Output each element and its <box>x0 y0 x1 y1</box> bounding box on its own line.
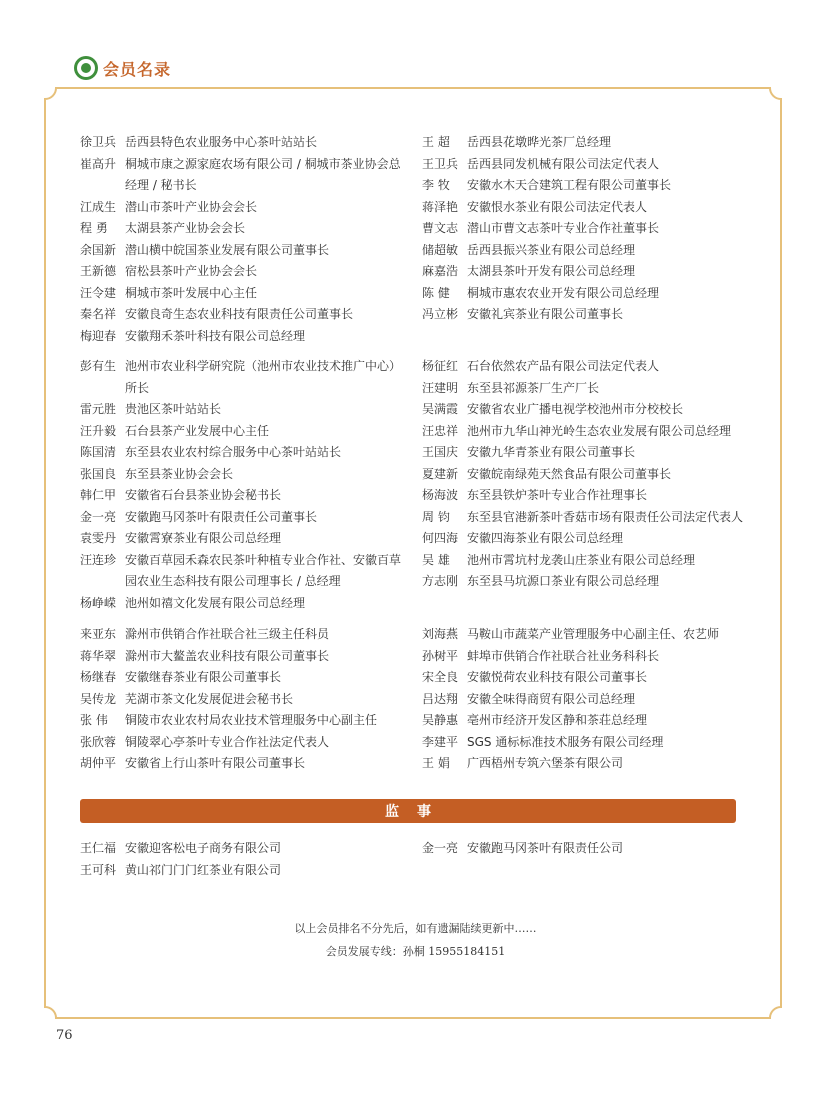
member-row <box>80 421 410 443</box>
member-row <box>80 283 410 305</box>
member-row <box>422 240 752 262</box>
member-name: 李 牧 <box>422 178 450 192</box>
member-row <box>80 753 410 775</box>
footer-note: 以上会员排名不分先后，如有遗漏陆续更新中…… <box>294 922 537 935</box>
member-row <box>422 667 752 689</box>
member-name: 宋全良 <box>422 670 459 684</box>
member-organization: 安徽省上行山茶叶有限公司董事长 <box>125 756 306 770</box>
member-organization: 岳西县特色农业服务中心茶叶站站长 <box>125 135 318 149</box>
member-row <box>422 218 752 240</box>
member-name: 何四海 <box>422 531 459 545</box>
supervisors-right-list <box>422 838 752 860</box>
member-organization: 潜山横中皖国茶业发展有限公司董事长 <box>125 242 330 257</box>
member-organization: 蚌埠市供销合作社联合社业务科科长 <box>467 648 660 663</box>
member-row <box>80 240 410 262</box>
member-organization: 滁州市供销合作社联合社三级主任科员 <box>125 627 330 641</box>
member-name: 韩仁甲 <box>80 488 117 502</box>
member-row <box>80 218 410 240</box>
member-name: 雷元胜 <box>80 402 117 416</box>
member-organization: 安徽省石台县茶业协会秘书长 <box>125 488 282 502</box>
member-organization: 铜陵翠心亭茶叶专业合作社法定代表人 <box>125 734 330 749</box>
member-name: 冯立彬 <box>422 307 459 321</box>
member-row <box>80 399 410 421</box>
member-organization: 池州市霄坑村龙袭山庄茶业有限公司总经理 <box>467 552 696 567</box>
member-name: 王新德 <box>80 264 117 278</box>
group3-left-list <box>80 624 410 775</box>
member-row <box>422 175 752 197</box>
member-name: 麻嘉浩 <box>422 264 459 278</box>
member-organization: 安徽四海茶业有限公司总经理 <box>467 531 624 545</box>
member-row <box>80 593 410 615</box>
member-name: 夏建新 <box>422 466 459 481</box>
member-name: 储超敏 <box>422 242 459 257</box>
member-organization: 岳西县同发机械有限公司法定代表人 <box>467 156 660 171</box>
member-organization: 安徽全味得商贸有限公司总经理 <box>467 691 636 706</box>
member-name: 江成生 <box>80 199 117 214</box>
member-organization: 安徽省农业广播电视学校池州市分校校长 <box>467 402 684 416</box>
member-name: 杨峥嵘 <box>80 595 117 610</box>
member-row <box>80 197 410 219</box>
group3-right-list <box>422 624 752 775</box>
member-row <box>80 485 410 507</box>
member-organization: 岳西县振兴茶业有限公司总经理 <box>467 242 636 257</box>
member-row <box>422 753 752 775</box>
member-name: 陈国清 <box>80 445 117 459</box>
member-row <box>422 507 752 529</box>
member-organization: 东至县祁源茶厂生产厂长 <box>467 380 600 395</box>
member-organization: 石台县茶产业发展中心主任 <box>125 423 270 438</box>
member-name: 来亚东 <box>80 627 117 641</box>
member-organization: 池州市农业科学研究院（池州市农业技术推广中心）所长 <box>125 359 402 395</box>
member-organization: 贵池区茶叶站站长 <box>125 402 222 416</box>
member-name: 汪令建 <box>80 285 117 300</box>
member-row <box>422 550 752 572</box>
member-organization: 安徽霄寮茶业有限公司总经理 <box>125 531 282 545</box>
member-organization: 安徽翔禾茶叶科技有限公司总经理 <box>125 328 306 343</box>
member-organization: 潜山市茶叶产业协会会长 <box>125 199 258 214</box>
member-name: 崔高升 <box>80 156 117 171</box>
member-row <box>80 860 410 882</box>
member-organization: 安徽水木天合建筑工程有限公司董事长 <box>467 178 672 192</box>
member-row <box>422 356 752 378</box>
member-name: 刘海燕 <box>422 627 459 641</box>
member-organization: 桐城市惠农农业开发有限公司总经理 <box>467 285 660 300</box>
member-row <box>80 550 410 593</box>
section-title: 会员名录 <box>103 59 172 79</box>
member-name: 周 钧 <box>422 509 450 524</box>
member-name: 汪忠祥 <box>422 423 459 438</box>
member-row <box>422 624 752 646</box>
member-name: 徐卫兵 <box>80 135 117 149</box>
member-name: 杨海波 <box>422 488 459 502</box>
member-row <box>80 154 410 197</box>
member-name: 杨征红 <box>422 359 459 373</box>
member-organization: 安徽礼宾茶业有限公司董事长 <box>467 307 624 321</box>
member-name: 吴 雄 <box>422 552 450 567</box>
member-name: 秦名祥 <box>80 307 117 321</box>
member-organization: 池州如禧文化发展有限公司总经理 <box>125 595 306 610</box>
member-organization: 东至县农业农村综合服务中心茶叶站站长 <box>125 445 342 459</box>
member-organization: 芜湖市茶文化发展促进会秘书长 <box>125 691 294 706</box>
member-name: 王国庆 <box>422 445 459 459</box>
member-organization: 广西梧州专筑六堡茶有限公司 <box>467 756 624 770</box>
member-row <box>80 732 410 754</box>
member-name: 张国良 <box>80 466 117 481</box>
member-organization: 东至县官港新茶叶香菇市场有限责任公司法定代表人 <box>467 509 744 524</box>
member-organization: SGS 通标标准技术服务有限公司经理 <box>467 734 664 749</box>
member-name: 王可科 <box>80 862 117 877</box>
member-name: 王 娟 <box>422 756 450 770</box>
member-row <box>80 838 410 860</box>
member-name: 王仁福 <box>80 841 117 855</box>
member-organization: 东至县马坑源口茶业有限公司总经理 <box>467 574 660 588</box>
member-organization: 安徽跑马冈茶叶有限责任公司董事长 <box>125 509 318 524</box>
member-name: 蒋泽艳 <box>422 199 459 214</box>
member-row <box>422 399 752 421</box>
member-row <box>422 838 752 860</box>
member-row <box>80 689 410 711</box>
member-row <box>422 646 752 668</box>
member-row <box>422 464 752 486</box>
member-name: 袁雯丹 <box>80 531 117 545</box>
member-row <box>422 197 752 219</box>
member-name: 蒋华翠 <box>80 648 117 663</box>
member-row <box>80 667 410 689</box>
member-row <box>80 528 410 550</box>
member-name: 彭有生 <box>80 359 117 373</box>
member-name: 金一亮 <box>422 841 459 855</box>
group2-right-list <box>422 356 752 593</box>
member-row <box>80 132 410 154</box>
supervisors-heading-band <box>80 799 736 823</box>
member-row <box>422 421 752 443</box>
member-name: 王卫兵 <box>422 156 459 171</box>
member-name: 王 超 <box>422 135 450 149</box>
member-row <box>422 689 752 711</box>
member-name: 李建平 <box>422 734 459 749</box>
member-name: 张欣蓉 <box>80 734 117 749</box>
member-organization: 安徽九华青茶业有限公司董事长 <box>467 445 636 459</box>
member-organization: 安徽皖南绿苑天然食品有限公司董事长 <box>467 466 672 481</box>
member-name: 曹文志 <box>422 221 459 235</box>
section-header <box>74 53 171 83</box>
group1-left-list <box>80 132 410 347</box>
member-organization: 铜陵市农业农村局农业技术管理服务中心副主任 <box>125 713 378 727</box>
member-organization: 安徽跑马冈茶叶有限责任公司 <box>467 841 624 855</box>
member-name: 金一亮 <box>80 509 117 524</box>
member-name: 吴传龙 <box>80 691 117 706</box>
member-row <box>422 261 752 283</box>
member-name: 吕达翔 <box>422 691 459 706</box>
member-organization: 石台依然农产品有限公司法定代表人 <box>467 359 660 373</box>
member-organization: 桐城市茶叶发展中心主任 <box>125 285 258 300</box>
member-row <box>80 464 410 486</box>
member-organization: 太湖县茶叶开发有限公司总经理 <box>467 264 636 278</box>
member-row <box>80 356 410 399</box>
member-row <box>422 378 752 400</box>
member-row <box>422 732 752 754</box>
member-row <box>422 283 752 305</box>
member-row <box>80 507 410 529</box>
member-name: 胡仲平 <box>80 756 117 770</box>
member-organization: 太湖县茶产业协会会长 <box>125 221 246 235</box>
group2-left-list <box>80 356 410 614</box>
member-name: 汪连珍 <box>80 552 117 567</box>
member-name: 程 勇 <box>80 221 108 235</box>
member-row <box>80 442 410 464</box>
member-name: 张 伟 <box>80 713 108 727</box>
member-row <box>422 132 752 154</box>
member-name: 汪升毅 <box>80 423 117 438</box>
group1-right-list <box>422 132 752 326</box>
member-row <box>422 442 752 464</box>
member-organization: 黄山祁门门门红茶业有限公司 <box>125 862 282 877</box>
supervisors-left-list <box>80 838 410 881</box>
member-row <box>422 710 752 732</box>
member-name: 汪建明 <box>422 380 459 395</box>
member-name: 孙树平 <box>422 648 459 663</box>
member-row <box>422 485 752 507</box>
member-organization: 东至县铁炉茶叶专业合作社理事长 <box>467 488 648 502</box>
member-organization: 宿松县茶叶产业协会会长 <box>125 264 258 278</box>
association-logo-icon <box>74 56 98 80</box>
member-row <box>80 624 410 646</box>
member-organization: 安徽恨水茶业有限公司法定代表人 <box>467 199 648 214</box>
member-row <box>422 528 752 550</box>
member-organization: 安徽迎客松电子商务有限公司 <box>125 841 282 855</box>
member-row <box>80 326 410 348</box>
member-organization: 安徽百草园禾森农民茶叶种植专业合作社、安徽百草园农业生态科技有限公司理事长 / 总经理 <box>125 552 402 588</box>
member-name: 梅迎春 <box>80 328 117 343</box>
member-name: 吴满霞 <box>422 402 459 416</box>
member-row <box>80 304 410 326</box>
member-row <box>80 710 410 732</box>
member-organization: 安徽良奇生态农业科技有限责任公司董事长 <box>125 307 354 321</box>
member-name: 杨继春 <box>80 670 117 684</box>
member-row <box>422 154 752 176</box>
member-row <box>80 646 410 668</box>
member-name: 余国新 <box>80 242 117 257</box>
footer-contact: 会员发展专线：孙桐 15955184151 <box>325 945 506 958</box>
member-row <box>422 304 752 326</box>
member-organization: 岳西县花墩晔光茶厂总经理 <box>467 135 612 149</box>
member-organization: 亳州市经济开发区静和茶荘总经理 <box>467 713 648 727</box>
member-organization: 马鞍山市蔬菜产业管理服务中心副主任、农艺师 <box>467 627 720 641</box>
member-organization: 安徽继春茶业有限公司董事长 <box>125 670 282 684</box>
member-row <box>80 261 410 283</box>
member-name: 方志刚 <box>422 574 459 588</box>
member-name: 陈 健 <box>422 285 450 300</box>
member-organization: 东至县茶业协会会长 <box>125 466 234 481</box>
member-organization: 潜山市曹文志茶叶专业合作社董事长 <box>467 221 660 235</box>
member-organization: 池州市九华山神光岭生态农业发展有限公司总经理 <box>467 423 732 438</box>
member-row <box>422 571 752 593</box>
supervisors-heading: 监事 <box>385 804 449 820</box>
member-name: 吴静惠 <box>422 713 459 727</box>
member-organization: 滁州市大鳌盖农业科技有限公司董事长 <box>125 648 330 663</box>
member-organization: 桐城市康之源家庭农场有限公司 / 桐城市茶业协会总经理 / 秘书长 <box>125 156 401 192</box>
member-organization: 安徽悦荷农业科技有限公司董事长 <box>467 670 648 684</box>
page-number: 76 <box>56 1028 73 1043</box>
